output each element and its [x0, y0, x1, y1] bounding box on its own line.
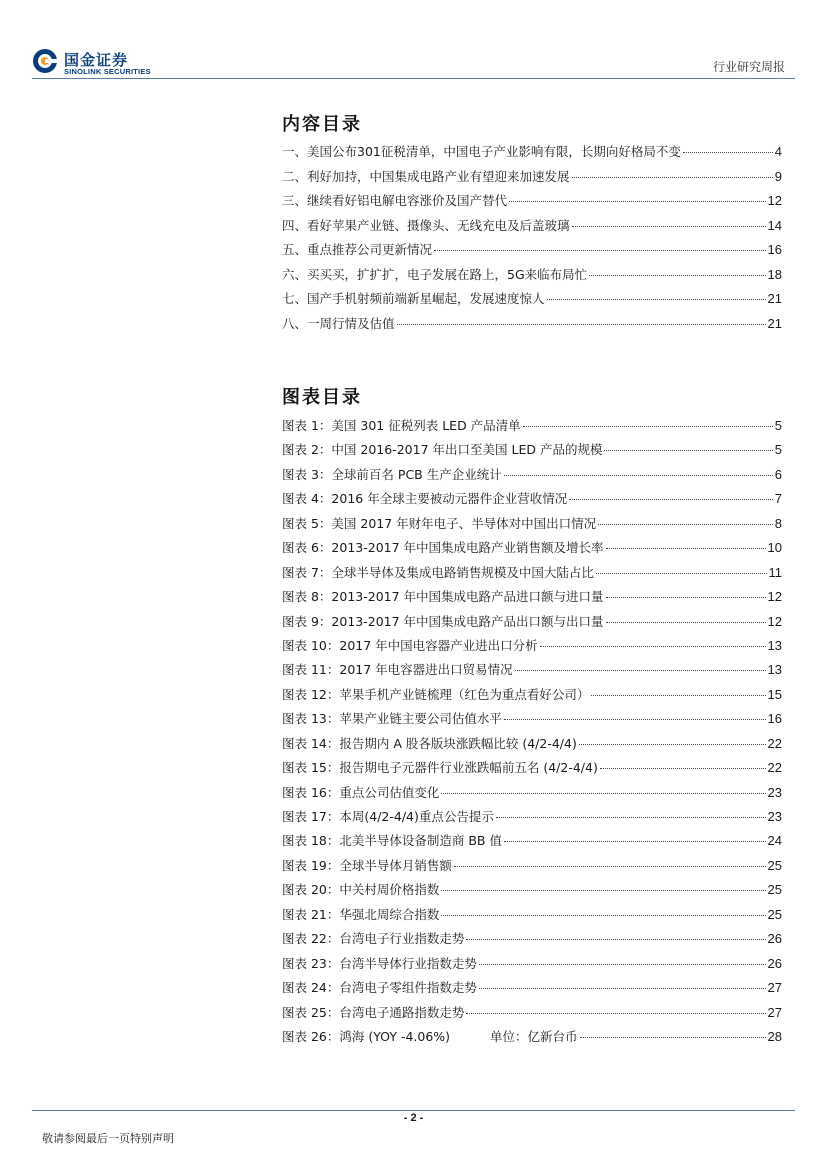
dot-leader: [496, 817, 766, 818]
figure-entry[interactable]: [282, 758, 782, 782]
figure-entry[interactable]: [282, 831, 782, 855]
figure-entry-page: 26: [767, 955, 782, 971]
dot-leader: [572, 226, 766, 227]
figure-entry-page: 25: [767, 857, 782, 873]
figure-entry-page: 27: [767, 1004, 782, 1020]
figure-entry-text: 图表 24：台湾电子零组件指数走势: [282, 980, 477, 996]
figure-entry-page: 22: [767, 760, 782, 776]
figure-entry[interactable]: [282, 954, 782, 978]
dot-leader: [523, 426, 773, 427]
figure-entry[interactable]: [282, 489, 782, 513]
figure-entry-page: 22: [767, 735, 782, 751]
dot-leader: [604, 450, 772, 451]
figure-entry[interactable]: [282, 587, 782, 611]
dot-leader: [606, 548, 766, 549]
figure-entry-text: 图表 25：台湾电子通路指数走势: [282, 1004, 465, 1020]
figure-entry-page: 26: [767, 931, 782, 947]
toc-entry-page: 21: [767, 291, 782, 306]
figure-entry-page: 15: [767, 686, 782, 702]
figure-entry[interactable]: [282, 783, 782, 807]
figure-entry[interactable]: [282, 1003, 782, 1027]
figure-entry[interactable]: [282, 1027, 782, 1051]
toc-entry-text: 二、利好加持，中国集成电路产业有望迎来加速发展: [282, 168, 570, 184]
figure-entry-text: 图表 20：中关村周价格指数: [282, 882, 440, 898]
figure-entry-text: 图表 19：全球半导体月销售额: [282, 857, 452, 873]
figure-entry[interactable]: [282, 538, 782, 562]
figure-entry[interactable]: [282, 660, 782, 684]
figure-entry-text: 图表 10：2017 年中国电容器产业进出口分析: [282, 637, 538, 653]
figure-entry-text: 图表 4：2016 年全球主要被动元器件企业营收情况: [282, 491, 568, 507]
page-header: [0, 0, 827, 80]
figure-entry-text: 图表 8：2013-2017 年中国集成电路产品进口额与进口量: [282, 589, 604, 605]
toc-entry[interactable]: [282, 191, 782, 216]
toc-entry-text: 四、看好苹果产业链、摄像头、无线充电及后盖玻璃: [282, 217, 570, 233]
toc-entry-text: 三、继续看好铝电解电容涨价及国产替代: [282, 193, 508, 208]
dot-leader: [479, 988, 766, 989]
toc-entry-page: 9: [774, 168, 782, 184]
figure-entry-page: 11: [768, 564, 782, 580]
figure-entry-page: 7: [774, 491, 782, 507]
figure-entry[interactable]: [282, 636, 782, 660]
report-type-label: 行业研究周报: [712, 60, 785, 74]
figure-entry-text: 图表 5：美国 2017 年财年电子、半导体对中国出口情况: [282, 515, 597, 531]
figure-list-title: 图表目录: [282, 387, 362, 408]
figure-entry-text: 图表 16：重点公司估值变化: [282, 784, 440, 800]
figure-entry-text: 图表 6：2013-2017 年中国集成电路产业销售额及增长率: [282, 540, 604, 556]
figure-entry-page: 27: [767, 980, 782, 996]
toc-entry[interactable]: [282, 142, 782, 167]
toc-entry-text: 一、美国公布301征税清单，中国电子产业影响有限，长期向好格局不变: [282, 144, 681, 159]
dot-leader: [547, 299, 766, 300]
dot-leader: [606, 597, 766, 598]
figure-entry-text: 图表 3：全球前百名 PCB 生产企业统计: [282, 466, 502, 482]
dot-leader: [591, 695, 765, 696]
figure-entry-page: 23: [767, 809, 782, 824]
figure-entry-page: 24: [767, 833, 782, 849]
figure-entry[interactable]: [282, 416, 782, 440]
dot-leader: [504, 719, 766, 720]
figure-entry[interactable]: [282, 514, 782, 538]
toc-entry-page: 14: [767, 217, 782, 233]
figure-entry[interactable]: [282, 978, 782, 1002]
dot-leader: [441, 890, 765, 891]
dot-leader: [441, 793, 765, 794]
dot-leader: [509, 201, 766, 202]
figure-entry-page: 13: [767, 637, 782, 653]
figure-entry-text: 图表 15：报告期电子元器件行业涨跌幅前五名 (4/2-4/4): [282, 760, 598, 776]
figure-entry[interactable]: [282, 880, 782, 904]
dot-leader: [598, 524, 773, 525]
figure-entry-page: 10: [767, 540, 782, 556]
toc-entry-text: 六、买买买，扩扩扩，电子发展在路上，5G来临布局忙: [282, 266, 588, 282]
disclaimer-note: 敬请参阅最后一页特别声明: [42, 1132, 174, 1145]
figure-entry-text: 图表 21：华强北周综合指数: [282, 906, 440, 922]
page-number: - 2 -: [403, 1112, 424, 1124]
figure-entry-page: 8: [774, 515, 782, 531]
toc-entry-text: 五、重点推荐公司更新情况: [282, 242, 433, 257]
figure-entry[interactable]: [282, 709, 782, 733]
figure-entry[interactable]: [282, 905, 782, 929]
dot-leader: [479, 964, 766, 965]
figure-entry[interactable]: [282, 685, 782, 709]
dot-leader: [579, 744, 766, 745]
dot-leader: [397, 324, 766, 325]
dot-leader: [441, 915, 765, 916]
toc-entry-text: 七、国产手机射频前端新星崛起，发展速度惊人: [282, 291, 545, 306]
figure-entry-text: 图表 9：2013-2017 年中国集成电路产品出口额与出口量: [282, 613, 604, 629]
toc-entry[interactable]: [282, 314, 782, 339]
dot-leader: [606, 622, 766, 623]
dot-leader: [600, 768, 766, 769]
figure-entry-text: 图表 14：报告期内 A 股各版块涨跌幅比较 (4/2-4/4): [282, 735, 577, 751]
toc-entry-text: 八、一周行情及估值: [282, 315, 395, 331]
figure-entry-page: 28: [767, 1028, 782, 1044]
toc-entry[interactable]: [282, 167, 782, 192]
figure-entry-text: 图表 1：美国 301 征税列表 LED 产品清单: [282, 418, 521, 433]
figure-entry-text: 图表 2：中国 2016-2017 年出口至美国 LED 产品的规模: [282, 442, 603, 458]
figure-entry-page: 5: [774, 418, 782, 433]
toc-entry-page: 4: [774, 144, 782, 159]
figure-entry-page: 13: [767, 662, 782, 678]
dot-leader: [569, 499, 773, 500]
figure-entry-text: 图表 12：苹果手机产业链梳理（红色为重点看好公司）: [282, 686, 590, 702]
figure-entry-text: 图表 23：台湾半导体行业指数走势: [282, 955, 477, 971]
figure-entry-text: 图表 17：本周(4/2-4/4)重点公告提示: [282, 809, 494, 824]
figure-entry-text: 图表 22：台湾电子行业指数走势: [282, 931, 465, 947]
figure-entry[interactable]: [282, 465, 782, 489]
figure-entry-text: 图表 18：北美半导体设备制造商 BB 值: [282, 833, 502, 849]
toc-title: 内容目录: [282, 114, 362, 135]
figure-entry-page: 16: [767, 711, 782, 727]
figure-entry[interactable]: [282, 563, 782, 587]
figure-entry-text: 图表 7：全球半导体及集成电路销售规模及中国大陆占比: [282, 564, 594, 580]
dot-leader: [504, 475, 773, 476]
dot-leader: [454, 866, 766, 867]
logo-chinese-name: 国金证券: [64, 51, 129, 69]
toc-list: [282, 142, 782, 338]
dot-leader: [540, 646, 766, 647]
toc-entry[interactable]: [282, 289, 782, 314]
figure-entry[interactable]: [282, 856, 782, 880]
header-divider: [32, 78, 795, 79]
dot-leader: [596, 573, 767, 574]
figure-entry-page: 6: [774, 466, 782, 482]
figure-entry[interactable]: [282, 734, 782, 758]
toc-entry-page: 12: [767, 193, 782, 208]
toc-entry[interactable]: [282, 216, 782, 241]
figure-entry-text: 图表 26：鸿海 (YOY -4.06%): [282, 1028, 451, 1044]
figure-entry[interactable]: [282, 807, 782, 831]
figure-entry-page: 25: [767, 882, 782, 898]
dot-leader: [434, 250, 766, 251]
dot-leader: [589, 275, 765, 276]
figure-entry-text: 图表 13：苹果产业链主要公司估值水平: [282, 711, 502, 727]
toc-entry-page: 21: [767, 315, 782, 331]
company-logo: [32, 48, 152, 80]
logo-mark-icon: [32, 48, 58, 74]
toc-entry-page: 16: [767, 242, 782, 257]
figure-entry-text: 图表 11：2017 年电容器进出口贸易情况: [282, 662, 513, 678]
toc-entry[interactable]: [282, 240, 782, 265]
figure-entry-page: 12: [767, 613, 782, 629]
toc-entry-page: 18: [767, 266, 782, 282]
figure-list: [282, 416, 782, 1051]
dot-leader: [572, 177, 773, 178]
figure-entry-page: 25: [767, 906, 782, 922]
dot-leader: [466, 939, 765, 940]
figure-entry-page: 23: [767, 784, 782, 800]
dot-leader: [504, 841, 766, 842]
figure-entry-page: 5: [774, 442, 782, 458]
logo-english-name: SINOLINK SECURITIES: [64, 67, 151, 76]
dot-leader: [580, 1037, 766, 1038]
figure-entry-unit: 单位：亿新台币: [490, 1028, 578, 1044]
dot-leader: [515, 670, 766, 671]
figure-entry[interactable]: [282, 612, 782, 636]
toc-entry[interactable]: [282, 265, 782, 290]
figure-entry[interactable]: [282, 929, 782, 953]
footer-divider: [32, 1110, 795, 1111]
figure-entry-page: 12: [767, 589, 782, 605]
dot-leader: [683, 152, 773, 153]
figure-entry[interactable]: [282, 440, 782, 464]
dot-leader: [466, 1013, 765, 1014]
